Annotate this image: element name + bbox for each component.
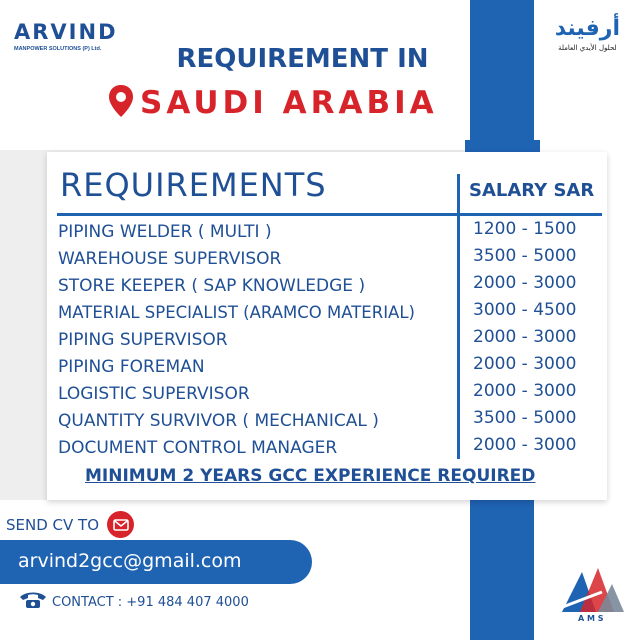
table-row (58, 219, 603, 248)
job-title: PIPING FOREMAN (58, 357, 205, 377)
salary-header: SALARY SAR (469, 180, 595, 201)
job-title: PIPING WELDER ( MULTI ) (58, 222, 272, 242)
job-salary: 2000 - 3000 (473, 354, 577, 374)
table-row (58, 354, 603, 383)
send-cv-label: SEND CV TO (6, 515, 100, 534)
location-pin-icon (108, 84, 134, 122)
job-title: MATERIAL SPECIALIST (ARAMCO MATERIAL) (58, 303, 415, 322)
contact (18, 590, 249, 614)
job-title: PIPING SUPERVISOR (58, 330, 228, 350)
job-title: DOCUMENT CONTROL MANAGER (58, 438, 338, 458)
job-title: LOGISTIC SUPERVISOR (58, 384, 250, 404)
job-title: STORE KEEPER ( SAP KNOWLEDGE ) (58, 276, 366, 296)
phone-icon (18, 590, 48, 614)
contact-number[interactable]: CONTACT : +91 484 407 4000 (52, 594, 249, 610)
page-title: REQUIREMENT IN (176, 44, 429, 74)
table-row (58, 408, 603, 437)
table-row (58, 246, 603, 275)
job-salary: 2000 - 3000 (473, 435, 577, 455)
header-divider (57, 213, 602, 216)
job-title: QUANTITY SURVIVOR ( MECHANICAL ) (58, 411, 379, 431)
requirements-header: REQUIREMENTS (60, 166, 327, 204)
table-row (58, 327, 603, 356)
job-salary: 1200 - 1500 (473, 219, 577, 239)
email-pill[interactable] (0, 540, 312, 584)
logo-subtitle: MANPOWER SOLUTIONS (P) Ltd. (14, 46, 102, 52)
location-label: SAUDI ARABIA (140, 85, 438, 121)
table-row (58, 435, 603, 464)
job-salary: 2000 - 3000 (473, 273, 577, 293)
location (108, 84, 438, 122)
experience-requirement: MINIMUM 2 YEARS GCC EXPERIENCE REQUIRED (85, 466, 536, 486)
arabic-logo-name: أرفيند (554, 16, 620, 41)
job-salary: 3500 - 5000 (473, 408, 577, 428)
logo-name: ARVIND (14, 20, 118, 44)
arabic-logo-subtitle: لحلول الأيدي العاملة (558, 44, 617, 52)
table-row (58, 273, 603, 302)
table-row (58, 381, 603, 410)
job-salary: 3000 - 4500 (473, 300, 577, 320)
send-cv (6, 511, 134, 538)
ams-logo (558, 562, 628, 626)
ams-label: A M S (578, 614, 604, 622)
job-title: WAREHOUSE SUPERVISOR (58, 249, 282, 269)
job-salary: 2000 - 3000 (473, 327, 577, 347)
job-salary: 3500 - 5000 (473, 246, 577, 266)
email-address[interactable]: arvind2gcc@gmail.com (18, 550, 242, 572)
job-salary: 2000 - 3000 (473, 381, 577, 401)
requirements-card (47, 152, 607, 500)
table-row (58, 300, 603, 329)
mail-icon (107, 511, 134, 538)
